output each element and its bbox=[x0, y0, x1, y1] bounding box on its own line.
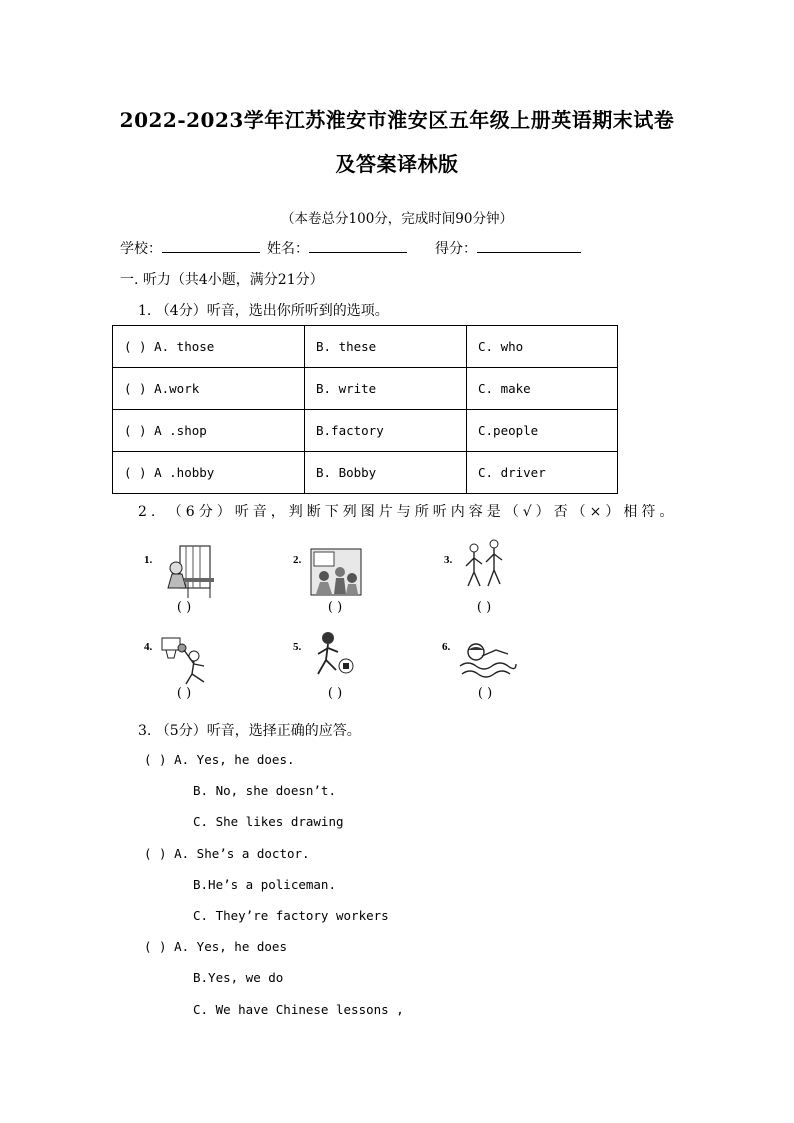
option-cell[interactable]: C. make bbox=[467, 368, 618, 410]
swimmer-icon bbox=[456, 636, 518, 682]
q3-item-1-option-b[interactable]: B. No, she doesn’t. bbox=[193, 783, 336, 798]
picture-number: 4. bbox=[144, 641, 153, 653]
q3-item-1-option-c[interactable]: C. She likes drawing bbox=[193, 814, 344, 829]
option-cell[interactable]: ( ) A .shop bbox=[113, 410, 305, 452]
name-field[interactable] bbox=[267, 238, 407, 258]
table-row bbox=[113, 452, 618, 494]
title-line-2: 及答案译林版 bbox=[335, 152, 459, 176]
answer-paren[interactable]: ( ) bbox=[477, 686, 493, 701]
classroom-icon bbox=[310, 548, 362, 596]
basketball-player-icon bbox=[158, 634, 216, 686]
q3-item-2-option-b[interactable]: B.He’s a policeman. bbox=[193, 877, 336, 892]
q3-prompt: 3. （5分）听音，选择正确的应答。 bbox=[138, 723, 361, 739]
score-blank[interactable] bbox=[477, 238, 581, 253]
picture-number: 2. bbox=[293, 554, 302, 566]
name-label: 姓名： bbox=[267, 241, 309, 257]
q3-item-2-option-a[interactable]: ( ) A. She’s a doctor. bbox=[144, 846, 310, 861]
q1-prompt: 1. （4分）听音，选出你所听到的选项。 bbox=[138, 303, 389, 319]
answer-paren[interactable]: ( ) bbox=[327, 600, 343, 615]
answer-paren[interactable]: ( ) bbox=[176, 600, 192, 615]
name-blank[interactable] bbox=[309, 238, 407, 253]
q3-item-3-option-c[interactable]: C. We have Chinese lessons , bbox=[193, 1002, 404, 1017]
q2-prompt: 2. （6分）听音，判断下列图片与所听内容是（√）否（×）相符。 bbox=[138, 504, 678, 520]
option-cell[interactable]: B. write bbox=[305, 368, 467, 410]
picture-number: 5. bbox=[293, 641, 302, 653]
score-field[interactable] bbox=[435, 238, 581, 258]
section-heading: 一. 听力（共4小题，满分21分） bbox=[120, 272, 324, 288]
option-cell[interactable]: C. who bbox=[467, 326, 618, 368]
option-cell[interactable]: B. these bbox=[305, 326, 467, 368]
score-label: 得分： bbox=[435, 241, 477, 257]
option-cell[interactable]: ( ) A. those bbox=[113, 326, 305, 368]
table-row bbox=[113, 410, 618, 452]
runners-icon bbox=[460, 538, 510, 600]
table-row bbox=[113, 368, 618, 410]
q3-item-3-option-a[interactable]: ( ) A. Yes, he does bbox=[144, 939, 287, 954]
picture-number: 1. bbox=[144, 554, 153, 566]
option-cell[interactable]: ( ) A.work bbox=[113, 368, 305, 410]
option-cell[interactable]: B.factory bbox=[305, 410, 467, 452]
football-player-icon bbox=[310, 630, 356, 682]
answer-paren[interactable]: ( ) bbox=[476, 600, 492, 615]
option-cell[interactable]: C. driver bbox=[467, 452, 618, 494]
option-cell[interactable]: C.people bbox=[467, 410, 618, 452]
title-line-1: 2022-2023学年江苏淮安市淮安区五年级上册英语期末试卷 bbox=[119, 108, 675, 132]
option-cell[interactable]: ( ) A .hobby bbox=[113, 452, 305, 494]
exam-info: （本卷总分100分，完成时间90分钟） bbox=[281, 211, 513, 227]
answer-paren[interactable]: ( ) bbox=[176, 686, 192, 701]
boy-reading-icon bbox=[160, 544, 220, 600]
picture-number: 3. bbox=[444, 554, 453, 566]
q3-item-1-option-a[interactable]: ( ) A. Yes, he does. bbox=[144, 752, 295, 767]
q3-item-2-option-c[interactable]: C. They’re factory workers bbox=[193, 908, 389, 923]
q3-item-3-option-b[interactable]: B.Yes, we do bbox=[193, 970, 284, 985]
q1-options-table bbox=[112, 325, 618, 494]
school-field[interactable] bbox=[120, 238, 260, 258]
picture-number: 6. bbox=[442, 641, 451, 653]
option-cell[interactable]: B. Bobby bbox=[305, 452, 467, 494]
table-row bbox=[113, 326, 618, 368]
school-label: 学校： bbox=[120, 241, 162, 257]
answer-paren[interactable]: ( ) bbox=[327, 686, 343, 701]
school-blank[interactable] bbox=[162, 238, 260, 253]
